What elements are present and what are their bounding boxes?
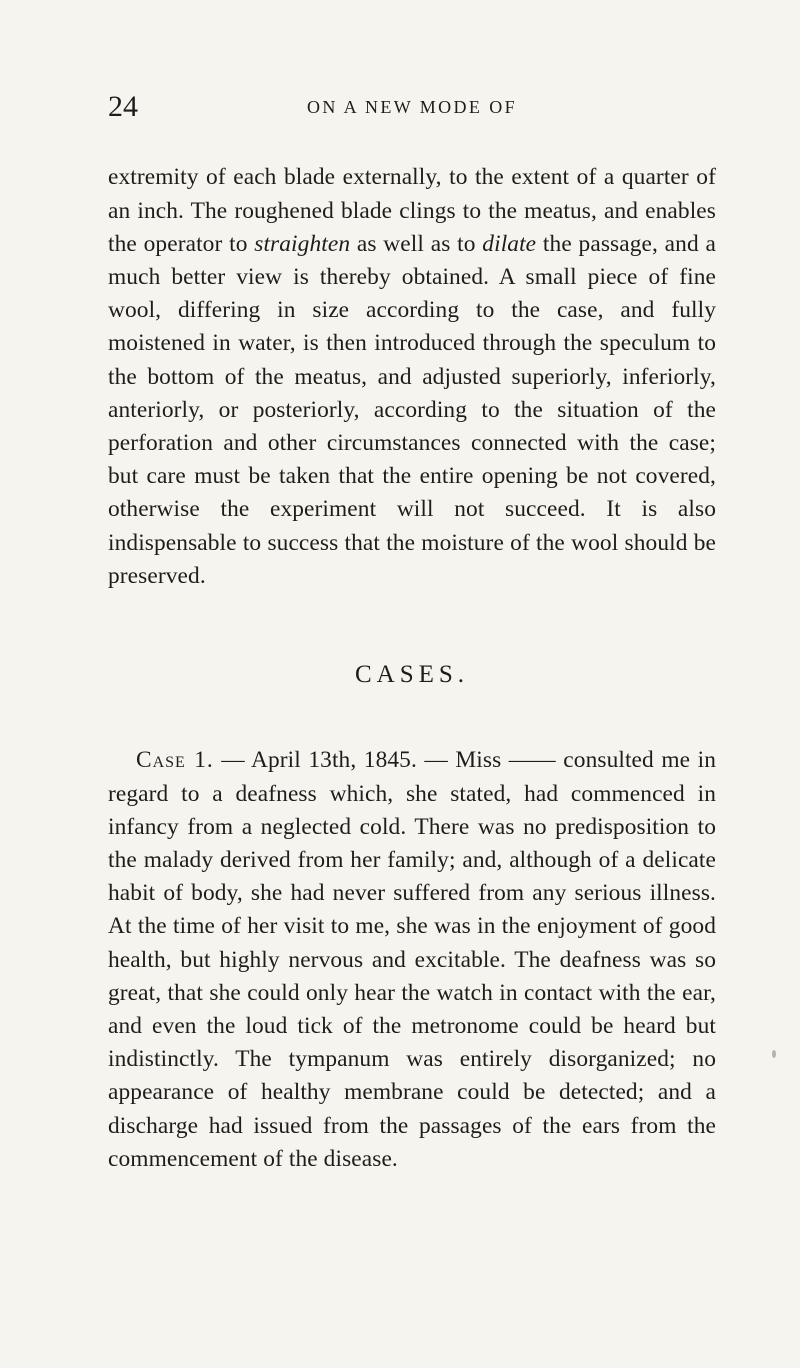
case-text: — April 13th, 1845. — Miss —— consulted me in regard to a deafness which, she stated, had commenced in infancy from a neglected cold. There was no predisposition to the malady derived from her family; and, although of a delicate habit of body, she had never suffered from any serious illness. At the time of her visit to me, she was in the enjoyment of good health, but highly nervous and excitable. The deafness was so great, that she could only hear the watch in contact with the ear, and even the loud tick of the metronome could be heard but indistinctly. The tympanum was entirely disorganized; no appearance of healthy membrane could be detected; and a discharge had issued from the passages of the ears from the commencement of the disease. xyxy=(108,747,717,1172)
section-heading: CASES. xyxy=(354,661,470,688)
body-paragraph-2 xyxy=(108,744,716,1176)
page-mark xyxy=(772,1050,776,1058)
paragraph-1-text-b: as well as to xyxy=(350,230,483,257)
running-title: ON A NEW MODE OF xyxy=(306,97,518,117)
paragraph-1-text-a: extremity of each blade externally, to the extent of a quarter of an inch. The roughened blade clings to the meatus, and enables the operator to xyxy=(108,164,716,257)
paragraph-1-text-c: the passage, and a much better view is thereby obtained. A small piece of fine wool, differing in size according to the case, and fully moistened in water, is then introduced through the speculum to the bottom of the meatus, and adjusted superiorly, inferiorly, anteriorly, or posteriorly, according to the situation of the perforation and other circumstances connected with the case; but care must be taken that the entire opening be not covered, otherwise the experiment will not succeed. It is also indispensable to success that the moisture of the wool should be preserved. xyxy=(108,230,716,589)
italic-word-straighten: straighten xyxy=(254,230,351,257)
case-label: Case 1. xyxy=(136,747,214,774)
body-paragraph-1 xyxy=(108,161,716,593)
page-number: 24 xyxy=(108,90,138,123)
italic-word-dilate: dilate xyxy=(482,230,537,257)
running-head xyxy=(108,92,716,122)
